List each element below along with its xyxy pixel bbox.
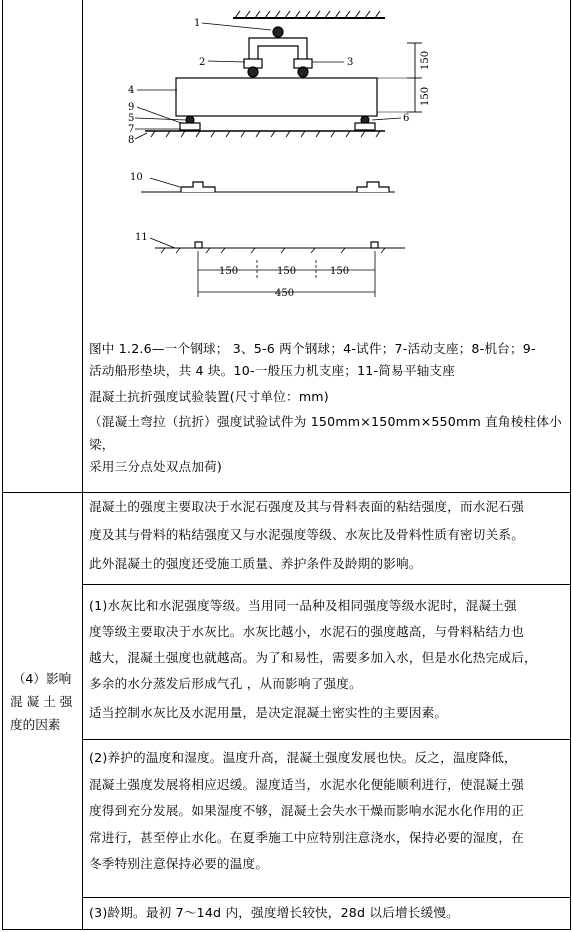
section-label-line: （4）影响 — [12, 671, 72, 686]
label-1: 1 — [194, 18, 201, 29]
text-line: 此外混凝土的强度还受施工质量、养护条件及龄期的影响。 — [89, 555, 422, 571]
text-line: 多余的水分蒸发后形成气孔 ，从而影响了强度。 — [89, 676, 362, 691]
row-divider — [82, 584, 570, 585]
text-line: (2)养护的温度和湿度。温度升高，混凝土强度发展也快。反之，温度降低， — [89, 750, 517, 765]
label-10: 10 — [130, 172, 143, 183]
label-6: 6 — [403, 113, 410, 124]
text-line: 常进行，甚至停止水化。在夏季施工中应特别注意浇水，保持必要的湿度，在 — [89, 829, 524, 845]
text-line: 冬季特别注意保持必要的温度。 — [89, 856, 269, 871]
text-line: 度等级主要取决于水灰比。水灰比越小，水泥石的强度越高，与骨料粘结力也 — [89, 624, 524, 639]
diagram-title: 混凝土抗折强度试验装置(尺寸单位：mm) — [89, 388, 329, 404]
dimension-seg-2: 150 — [277, 266, 297, 277]
paragraph-age — [89, 902, 565, 924]
text-line: 混凝土强度发展将相应迟缓。湿度适当，水泥水化便能顺利进行，使混凝土强 — [89, 776, 524, 792]
dimension-seg-1: 150 — [219, 266, 239, 277]
label-7: 7 — [128, 124, 135, 135]
text-line: (3)龄期。最初 7～14d 内，强度增长较快，28d 以后增长缓慢。 — [89, 905, 459, 920]
label-8: 8 — [128, 135, 135, 146]
section-label-line: 混 凝 土 强 — [10, 694, 73, 709]
text-line: 适当控制水灰比及水泥用量，是决定混凝土密实性的主要因素。 — [89, 705, 448, 720]
label-4: 4 — [128, 85, 135, 96]
diagram-caption — [89, 338, 565, 478]
row-divider — [82, 739, 570, 740]
section-label-line: 度的因素 — [10, 717, 61, 732]
text-line: 度得到充分发展。如果湿度不够，混凝土会失水干燥而影响水泥水化作用的正 — [89, 803, 524, 818]
dimension-total: 450 — [275, 288, 295, 299]
test-apparatus-diagram — [85, 2, 565, 332]
label-11: 11 — [135, 232, 148, 243]
note-line: （混凝土弯拉（抗折）强度试验试件为 150mm×150mm×550mm 直角棱柱体小梁， — [89, 414, 562, 452]
row-divider — [2, 492, 570, 493]
paragraph-curing — [89, 745, 565, 878]
paragraph-water-cement-ratio — [89, 593, 565, 726]
intro-paragraph — [89, 496, 565, 575]
row-divider — [82, 897, 570, 898]
section-label — [4, 667, 80, 736]
text-line: (1)水灰比和水泥强度等级。当用同一品种及相同强度等级水泥时，混凝土强 — [89, 598, 517, 613]
column-divider — [82, 0, 83, 929]
dimension-seg-3: 150 — [330, 266, 350, 277]
caption-line: 活动船形垫块，共 4 块。10-一般压力机支座；11-简易平轴支座 — [89, 363, 456, 379]
text-line: 度及其与骨料的粘结强度又与水泥强度等级、水灰比及骨料性质有密切关系。 — [89, 527, 524, 543]
dimension-bottom: 150 — [420, 86, 431, 106]
label-9: 9 — [128, 102, 135, 113]
caption-line: 图中 1.2.6—一个钢球； 3、5-6 两个钢球；4-试件；7-活动支座；8-机台；9- — [89, 341, 536, 356]
label-3: 3 — [347, 57, 354, 68]
dimension-top: 150 — [420, 50, 431, 70]
label-5: 5 — [128, 113, 135, 124]
note-line: 采用三分点处双点加荷) — [89, 459, 223, 475]
text-line: 越大，混凝土强度也就越高。为了和易性，需要多加入水，但是水化热完成后， — [89, 650, 537, 665]
text-line: 混凝土的强度主要取决于水泥石强度及其与骨料表面的粘结强度，而水泥石强 — [89, 499, 524, 514]
label-2: 2 — [199, 57, 206, 68]
